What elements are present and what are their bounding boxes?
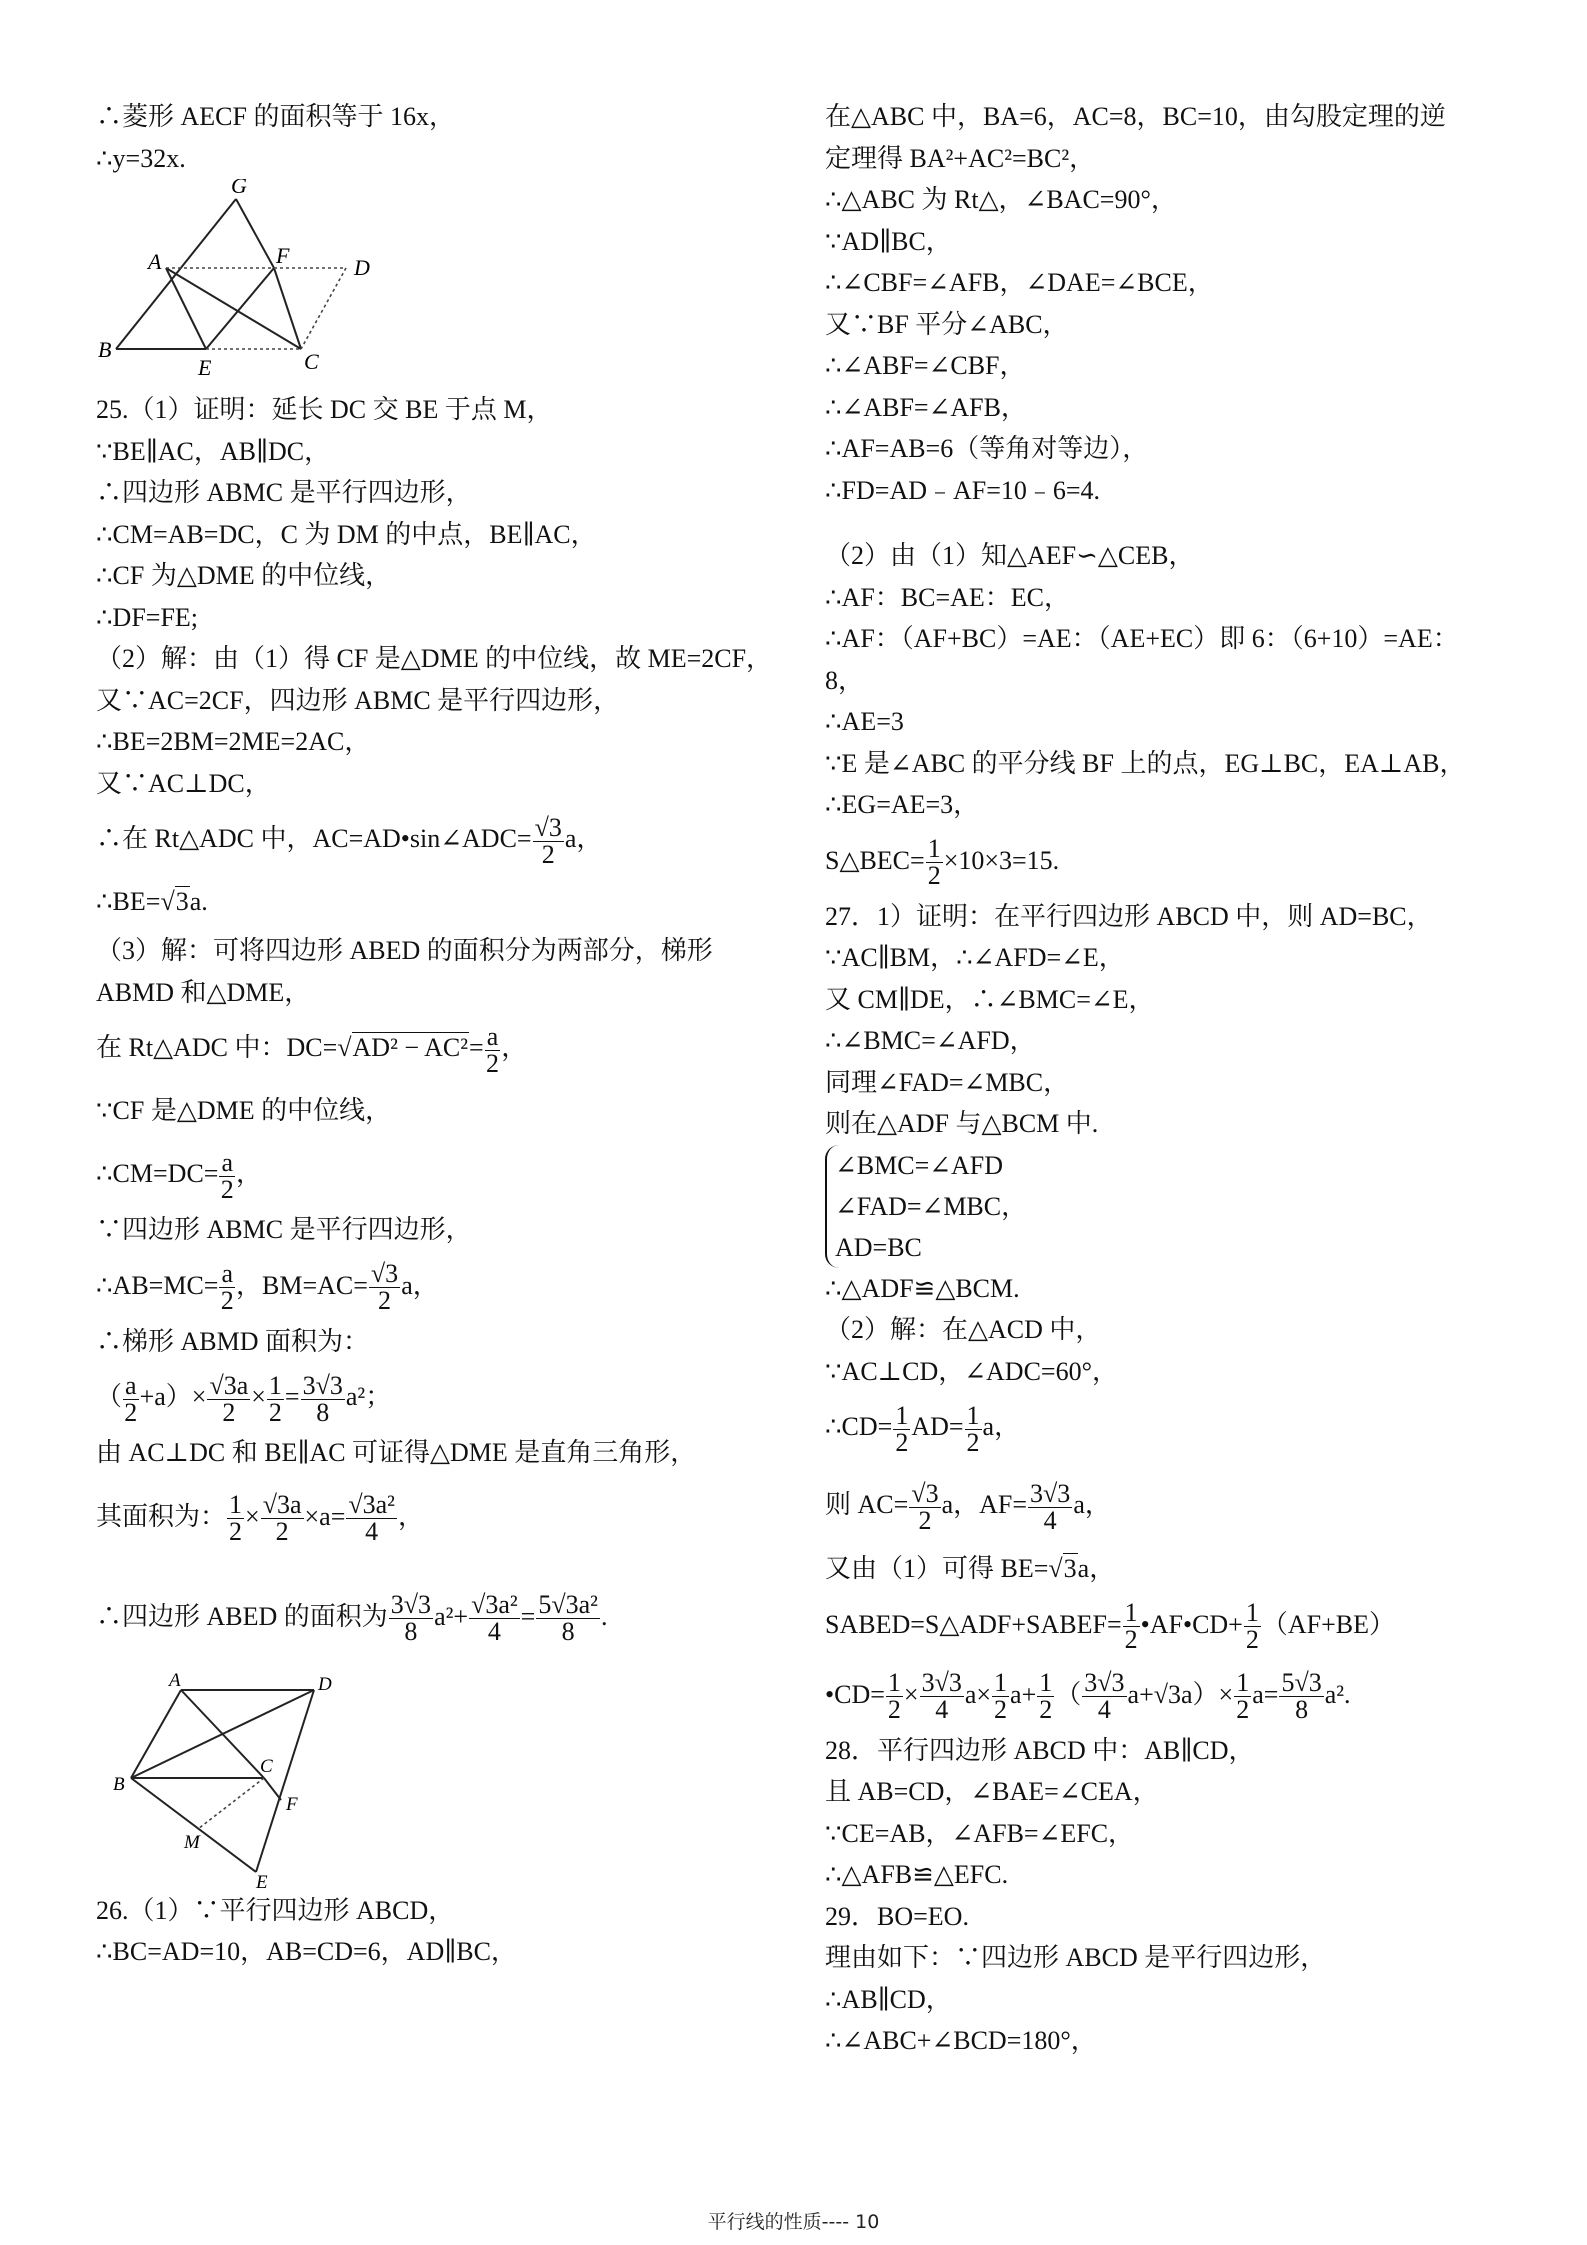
- text-segment: •AF•CD+: [1140, 1609, 1243, 1639]
- text-segment: a，: [1077, 1554, 1116, 1583]
- text-line: 且 AB=CD，∠BAE=∠CEA，: [825, 1777, 1159, 1806]
- sqrt: √AD² − AC²: [337, 1033, 469, 1062]
- denominator: 2: [222, 1397, 236, 1427]
- text-line: （2）由（1）知△AEF∽△CEB，: [825, 541, 1195, 570]
- text-line: ∴CM=AB=DC，C 为 DM 的中点，BE∥AC，: [96, 519, 597, 549]
- text-line: ∴AF：（AF+BC）=AE：（AE+EC）即 6：（6+10）=AE：: [825, 624, 1459, 653]
- text-segment: ，BM=AC=: [236, 1270, 368, 1300]
- text-line: 由 AC⊥DC 和 BE∥AC 可证得△DME 是直角三角形，: [96, 1438, 697, 1467]
- text-line: ∴AF：BC=AE：EC，: [825, 582, 1071, 612]
- label-b: B: [98, 337, 112, 362]
- fraction: [1037, 1670, 1054, 1723]
- denominator: 2: [895, 1427, 909, 1457]
- label-m: M: [184, 1831, 200, 1853]
- text-line: 又 CM∥DE，∴∠BMC=∠E，: [825, 984, 1155, 1014]
- text-segment: （: [96, 1382, 123, 1411]
- label-f: F: [276, 243, 290, 268]
- text-segment: •CD=: [825, 1679, 885, 1709]
- denominator: 8: [404, 1617, 418, 1647]
- text-line: ∵四边形 ABMC 是平行四边形，: [96, 1215, 472, 1244]
- sqrt: √3: [160, 887, 189, 916]
- numerator: 3√3: [390, 1590, 432, 1620]
- denominator: 4: [1097, 1695, 1111, 1725]
- fraction: [219, 1147, 235, 1204]
- text-line: （2）解：在△ACD 中，: [825, 1315, 1102, 1344]
- text-segment: 则 AC=: [825, 1490, 909, 1519]
- radicand: 3: [1063, 1554, 1077, 1583]
- fraction: [485, 1021, 501, 1078]
- text-line: ∵AC⊥CD，∠ADC=60°，: [825, 1356, 1118, 1386]
- text-line: ∴AB∥CD，: [825, 1984, 952, 2014]
- text-line: 则在△ADF 与△BCM 中.: [825, 1109, 1099, 1138]
- text-segment: S△BEC=: [825, 845, 925, 875]
- fraction: [219, 1261, 235, 1314]
- text-line: ∴EG=AE=3，: [825, 790, 980, 819]
- denominator: 2: [966, 1427, 980, 1457]
- formula-line: [96, 1362, 786, 1432]
- formula-line: [825, 826, 1505, 896]
- formula-line: [96, 1574, 786, 1660]
- brace-system: [825, 1145, 1027, 1268]
- formula-line: [96, 804, 786, 874]
- numerator: 1: [1236, 1668, 1250, 1698]
- spacer: [825, 511, 1505, 535]
- numerator: 3√3: [1084, 1668, 1125, 1698]
- formula-line: [825, 1462, 1505, 1548]
- fraction: [536, 1592, 600, 1645]
- label-d: D: [318, 1673, 332, 1695]
- text-segment: a×: [964, 1679, 992, 1709]
- text-segment: 其面积为：: [96, 1501, 227, 1531]
- denominator: 2: [1236, 1695, 1250, 1725]
- text-segment: a.: [189, 887, 208, 916]
- text-segment: （AF+BE）: [1261, 1609, 1395, 1639]
- fraction: [123, 1370, 139, 1427]
- denominator: 4: [935, 1695, 949, 1725]
- denominator: 8: [561, 1617, 575, 1647]
- denominator: 8: [1295, 1695, 1309, 1725]
- denominator: 2: [1124, 1625, 1138, 1655]
- text-segment: ∴BE=: [96, 887, 161, 916]
- text-line: ABMD 和△DME，: [96, 977, 311, 1007]
- quadrilateral-diagram: [96, 1672, 376, 1890]
- text-segment: =: [284, 1382, 300, 1411]
- denominator: 2: [124, 1397, 138, 1427]
- text-line: 定理得 BA²+AC²=BC²，: [825, 143, 1096, 173]
- text-segment: =: [469, 1033, 484, 1062]
- formula-line: [825, 1590, 1505, 1660]
- text-segment: ∴CD=: [825, 1412, 893, 1441]
- text-line: ∵AC∥BM，∴∠AFD=∠E，: [825, 943, 1125, 972]
- fraction: [1279, 1670, 1323, 1723]
- figure-rhombus-aecf: [96, 179, 786, 389]
- fraction: [893, 1400, 910, 1457]
- denominator: 2: [887, 1695, 901, 1725]
- numerator: 1: [927, 834, 941, 864]
- numerator: 1: [887, 1668, 901, 1698]
- text-segment: a，: [982, 1412, 1021, 1441]
- denominator: 2: [275, 1517, 289, 1547]
- text-line: ∴FD=AD﹣AF=10﹣6=4.: [825, 475, 1101, 505]
- left-column: [96, 96, 786, 1973]
- fraction: [1082, 1670, 1126, 1723]
- numerator: √3a²: [471, 1590, 518, 1620]
- text-segment: ，: [501, 1033, 528, 1062]
- text-line: 29．BO=EO.: [825, 1901, 969, 1931]
- text-segment: a=: [1252, 1679, 1279, 1709]
- text-segment: ∴AB=MC=: [96, 1270, 219, 1300]
- numerator: 1: [895, 1400, 909, 1430]
- text-line: ∴BE=2BM=2ME=2AC，: [96, 727, 371, 756]
- text-segment: a²；: [345, 1382, 392, 1411]
- equation-system: [825, 1145, 1505, 1268]
- text-segment: a+: [1010, 1679, 1037, 1709]
- numerator: 5√3: [1281, 1668, 1322, 1698]
- text-segment: a，: [1073, 1490, 1111, 1519]
- numerator: 1: [994, 1668, 1008, 1698]
- text-line: ∴四边形 ABMC 是平行四边形，: [96, 478, 472, 507]
- numerator: 1: [1124, 1598, 1138, 1628]
- text-line: 28．平行四边形 ABCD 中：AB∥CD，: [825, 1735, 1255, 1765]
- fraction: [207, 1370, 250, 1427]
- text-segment: a²+: [434, 1601, 469, 1631]
- text-line: ∵CE=AB，∠AFB=∠EFC，: [825, 1818, 1135, 1848]
- text-segment: +a）×: [139, 1382, 207, 1411]
- text-line: ∴∠CBF=∠AFB，∠DAE=∠BCE，: [825, 268, 1214, 297]
- text-segment: a，AF=: [941, 1490, 1028, 1519]
- numerator: a: [221, 1259, 233, 1289]
- text-line: ∴△AFB≌△EFC.: [825, 1860, 1009, 1889]
- fraction: [346, 1492, 397, 1545]
- denominator: 4: [365, 1517, 379, 1547]
- numerator: a: [221, 1147, 233, 1177]
- numerator: 5√3a²: [538, 1590, 598, 1620]
- fraction: [926, 836, 943, 889]
- text-segment: ∴四边形 ABED 的面积为: [96, 1601, 388, 1631]
- denominator: 4: [487, 1617, 501, 1647]
- fraction: [886, 1670, 903, 1723]
- text-line: 在△ABC 中，BA=6，AC=8，BC=10，由勾股定理的逆: [825, 102, 1446, 131]
- text-line: ∴∠BMC=∠AFD，: [825, 1026, 1036, 1055]
- fraction: [267, 1370, 284, 1427]
- text-line: ∴△ADF≌△BCM.: [825, 1273, 1020, 1303]
- fraction: [369, 1261, 400, 1314]
- text-line: ∵BE∥AC，AB∥DC，: [96, 436, 331, 466]
- numerator: 1: [229, 1490, 243, 1520]
- text-segment: SABED=S△ADF+SABEF=: [825, 1609, 1122, 1639]
- formula-line: [825, 1548, 1505, 1590]
- label-e: E: [256, 1871, 268, 1890]
- text-line: 25.（1）证明：延长 DC 交 BE 于点 M，: [96, 395, 553, 424]
- text-line: ∴BC=AD=10，AB=CD=6，AD∥BC，: [96, 1937, 517, 1966]
- label-c: C: [304, 349, 319, 374]
- numerator: √3a: [262, 1490, 302, 1520]
- fraction: [965, 1400, 982, 1457]
- fraction: [389, 1592, 433, 1645]
- denominator: 2: [485, 1048, 499, 1078]
- formula-line: [825, 1660, 1505, 1730]
- radicand: AD² − AC²: [352, 1033, 469, 1062]
- text-segment: =: [520, 1601, 536, 1631]
- numerator: 3√3: [921, 1668, 962, 1698]
- numerator: a: [486, 1021, 499, 1051]
- text-segment: 又由（1）可得 BE=: [825, 1554, 1049, 1583]
- label-a: A: [169, 1671, 181, 1691]
- fraction: [1123, 1600, 1140, 1653]
- text-segment: ×: [903, 1679, 919, 1709]
- text-line: ∴∠ABC+∠BCD=180°，: [825, 2026, 1097, 2055]
- text-segment: ∴CM=DC=: [96, 1159, 219, 1188]
- text-segment: .: [600, 1601, 608, 1631]
- text-line: （2）解：由（1）得 CF 是△DME 的中位线，故 ME=2CF，: [96, 644, 773, 673]
- text-line: 27．1）证明：在平行四边形 ABCD 中，则 AD=BC，: [825, 901, 1433, 931]
- denominator: 2: [994, 1695, 1008, 1725]
- formula-line: [96, 1474, 786, 1560]
- text-segment: ，: [397, 1501, 424, 1531]
- text-line: ∴△ABC 为 Rt△，∠BAC=90°，: [825, 185, 1177, 214]
- denominator: 2: [378, 1286, 392, 1316]
- formula-line: [96, 1013, 786, 1083]
- text-line: ∴y=32x.: [96, 143, 186, 173]
- text-segment: ×: [245, 1501, 260, 1531]
- text-line: 又∵AC=2CF，四边形 ABMC 是平行四边形，: [96, 685, 620, 715]
- text-segment: ×10×3=15.: [943, 845, 1060, 875]
- fraction: [1244, 1600, 1261, 1653]
- formula-line: [825, 1392, 1505, 1462]
- text-line: ∴CF 为△DME 的中位线，: [96, 561, 392, 590]
- text-line: 8，: [825, 665, 865, 695]
- text-line: 又∵BF 平分∠ABC，: [825, 309, 1069, 339]
- text-line: ∴AF=AB=6（等角对等边），: [825, 434, 1149, 463]
- formula-line: [96, 1139, 786, 1209]
- fraction: [301, 1370, 345, 1427]
- text-line: 理由如下：∵四边形 ABCD 是平行四边形，: [825, 1943, 1327, 1972]
- text-segment: ×a=: [304, 1501, 346, 1531]
- label-b: B: [113, 1773, 125, 1795]
- system-row: ∠BMC=∠AFD: [835, 1150, 1004, 1180]
- numerator: 3√3: [302, 1370, 343, 1400]
- denominator: 8: [316, 1397, 330, 1427]
- fraction: [909, 1478, 940, 1535]
- text-line: ∵AD∥BC，: [825, 226, 952, 256]
- text-line: ∴梯形 ABMD 面积为：: [96, 1326, 370, 1356]
- numerator: √3: [370, 1259, 399, 1289]
- numerator: 1: [966, 1400, 980, 1430]
- label-g: G: [231, 179, 247, 198]
- label-e: E: [198, 355, 212, 380]
- text-line: ∴∠ABF=∠CBF，: [825, 351, 1026, 380]
- text-segment: 在 Rt△ADC 中：DC=: [96, 1033, 338, 1062]
- denominator: 2: [918, 1505, 932, 1535]
- text-segment: （: [1055, 1679, 1082, 1709]
- fraction: [1234, 1670, 1251, 1723]
- text-line: ∴菱形 AECF 的面积等于 16x，: [96, 102, 455, 131]
- text-line: 26.（1）∵平行四边形 ABCD，: [96, 1895, 455, 1925]
- sqrt: √3: [1048, 1554, 1077, 1583]
- numerator: √3: [534, 812, 562, 842]
- label-d: D: [354, 255, 370, 280]
- denominator: 2: [541, 839, 555, 869]
- fraction: [533, 812, 564, 869]
- label-a: A: [148, 249, 162, 274]
- numerator: 1: [1245, 1598, 1259, 1628]
- text-segment: ∴在 Rt△ADC 中，AC=AD•sin∠ADC=: [96, 824, 532, 853]
- radicand: 3: [175, 887, 189, 916]
- fraction: [227, 1492, 244, 1545]
- text-segment: a².: [1324, 1679, 1351, 1709]
- text-segment: ，: [236, 1159, 263, 1188]
- text-line: ∵CF 是△DME 的中位线，: [96, 1096, 392, 1125]
- system-row: AD=BC: [835, 1232, 922, 1262]
- label-f: F: [286, 1793, 298, 1815]
- numerator: √3a: [209, 1370, 249, 1400]
- numerator: 1: [1039, 1668, 1053, 1698]
- numerator: 3√3: [1030, 1478, 1071, 1508]
- text-line: 同理∠FAD=∠MBC，: [825, 1067, 1070, 1097]
- page-footer: 平行线的性质---- 10: [707, 2211, 880, 2233]
- denominator: 2: [229, 1517, 243, 1547]
- fraction: [992, 1670, 1009, 1723]
- fraction: [920, 1670, 964, 1723]
- denominator: 2: [220, 1286, 234, 1316]
- formula-line: [96, 874, 786, 930]
- figure-quadrilateral-abed: [96, 1672, 786, 1890]
- fraction: [1028, 1478, 1072, 1535]
- denominator: 2: [268, 1397, 282, 1427]
- numerator: 1: [268, 1370, 282, 1400]
- text-segment: ×: [251, 1382, 266, 1411]
- text-line: 又∵AC⊥DC，: [96, 768, 271, 798]
- text-line: ∴AE=3: [825, 707, 904, 736]
- right-column: [825, 96, 1505, 2062]
- denominator: 2: [220, 1174, 234, 1204]
- rhombus-diagram: [96, 179, 426, 389]
- text-line: ∴∠ABF=∠AFB，: [825, 392, 1027, 422]
- text-segment: AD=: [911, 1412, 964, 1441]
- numerator: a: [125, 1370, 137, 1400]
- fraction: [261, 1492, 304, 1545]
- text-line: （3）解：可将四边形 ABED 的面积分为两部分，梯形: [96, 936, 713, 965]
- system-row: ∠FAD=∠MBC，: [835, 1191, 1028, 1221]
- text-segment: a，: [401, 1270, 439, 1300]
- label-c: C: [260, 1755, 273, 1777]
- numerator: √3: [911, 1478, 939, 1508]
- text-segment: a，: [564, 824, 603, 853]
- text-segment: a+√3a）×: [1127, 1679, 1234, 1709]
- denominator: 2: [927, 861, 941, 891]
- denominator: 4: [1043, 1505, 1057, 1535]
- denominator: 2: [1245, 1625, 1259, 1655]
- denominator: 2: [1039, 1695, 1053, 1725]
- fraction: [469, 1592, 520, 1645]
- numerator: √3a²: [348, 1490, 395, 1520]
- formula-line: [96, 1251, 786, 1321]
- text-line: ∵E 是∠ABC 的平分线 BF 上的点，EG⊥BC，EA⊥AB，: [825, 748, 1466, 778]
- text-line: ∴DF=FE;: [96, 602, 199, 632]
